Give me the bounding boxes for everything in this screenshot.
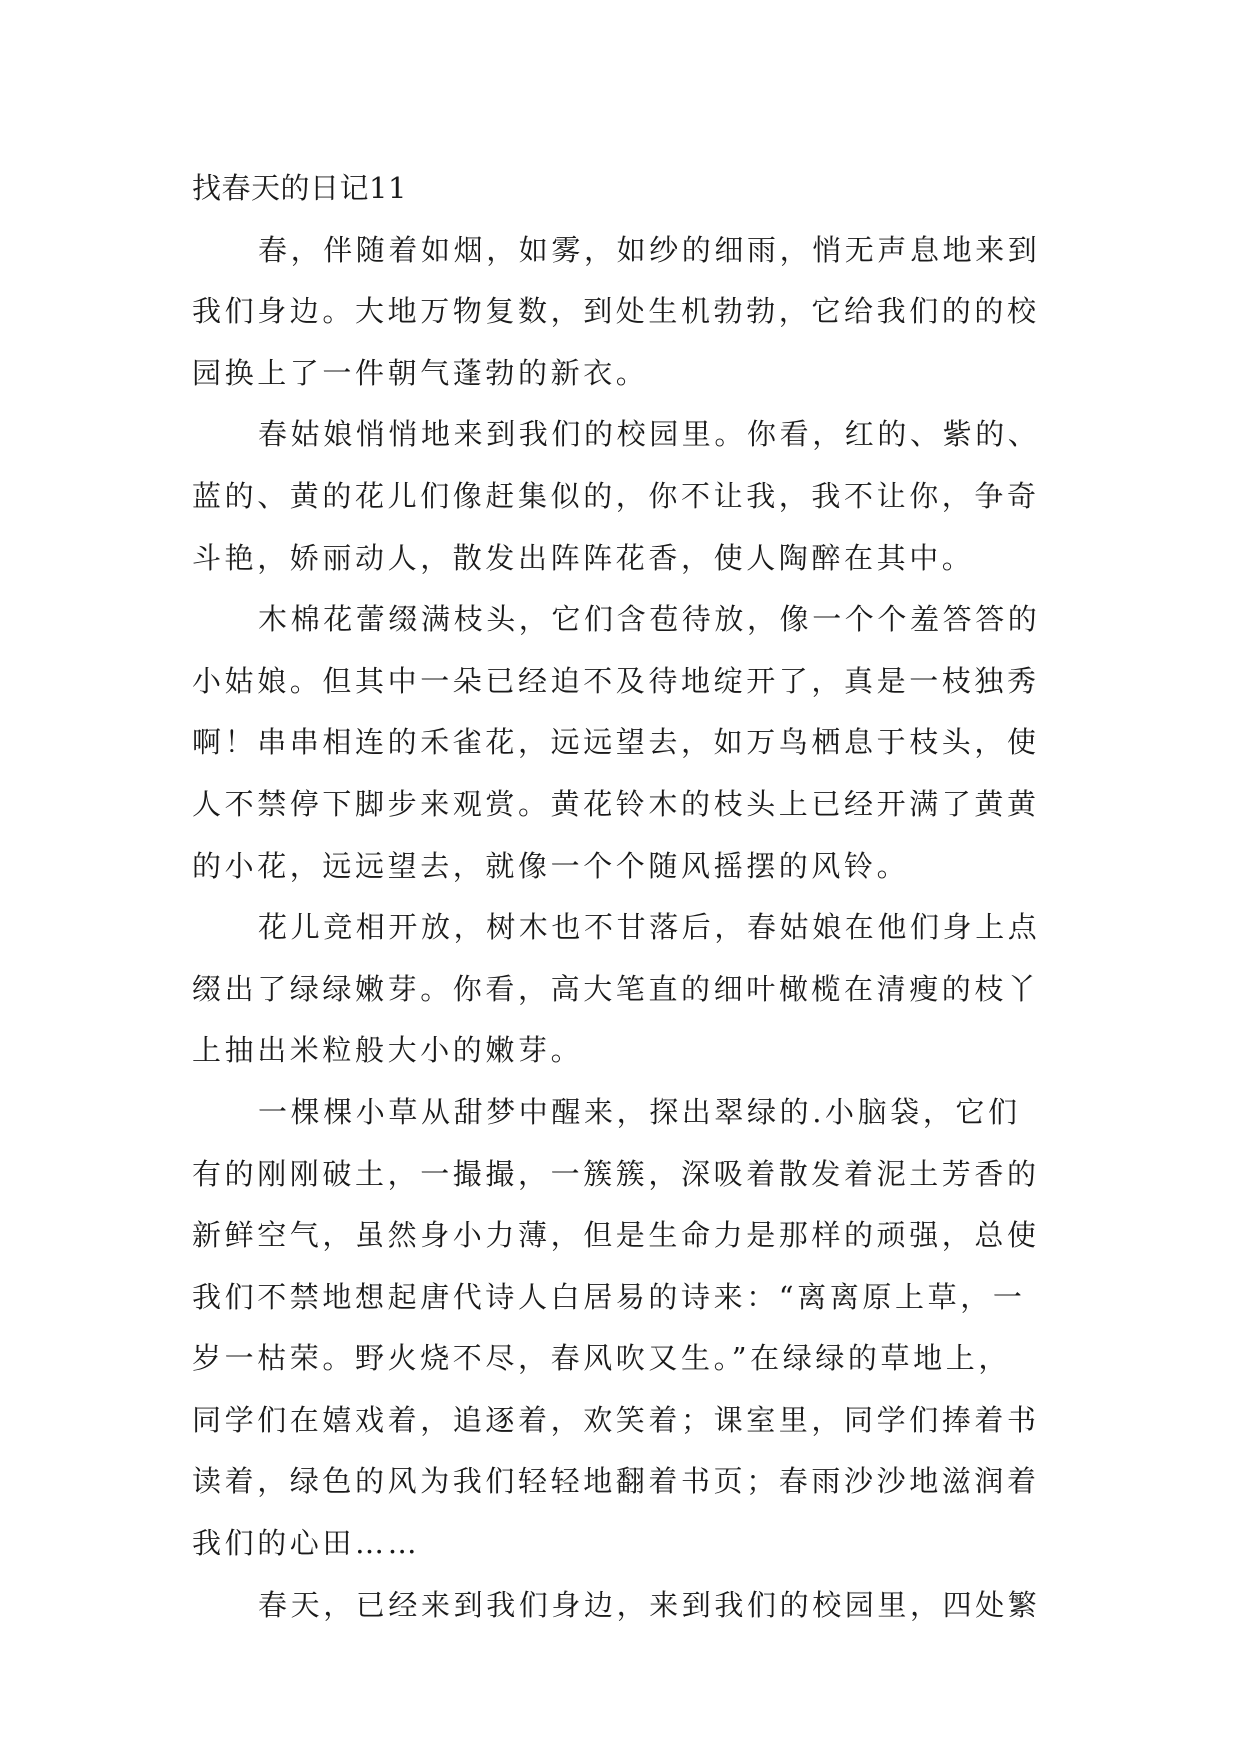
paragraph-line: 春，伴随着如烟，如雾，如纱的细雨，悄无声息地来到 [258, 232, 1041, 267]
document-title: 找春天的日记11 [192, 171, 407, 205]
paragraph-line: 人不禁停下脚步来观赏。黄花铃木的枝头上已经开满了黄黄 [192, 786, 1040, 821]
paragraph-line: 有的刚刚破土，一撮撮，一簇簇，深吸着散发着泥土芳香的 [192, 1156, 1040, 1191]
paragraph-line: 春姑娘悄悄地来到我们的校园里。你看，红的、紫的、 [258, 417, 1041, 452]
paragraph-line: 花儿竞相开放，树木也不甘落后，春姑娘在他们身上点 [258, 910, 1041, 945]
paragraph-line: 的小花，远远望去，就像一个个随风摇摆的风铃。 [192, 848, 910, 883]
paragraph-line: 读着，绿色的风为我们轻轻地翻着书页；春雨沙沙地滋润着 [192, 1464, 1040, 1499]
paragraph-line: 上抽出米粒般大小的嫩芽。 [192, 1033, 584, 1068]
paragraph-line: 小姑娘。但其中一朵已经迫不及待地绽开了，真是一枝独秀 [192, 663, 1040, 698]
paragraph-line: 春天，已经来到我们身边，来到我们的校园里，四处繁 [258, 1587, 1041, 1622]
paragraph-line: 蓝的、黄的花儿们像赶集似的，你不让我，我不让你，争奇 [192, 478, 1040, 513]
paragraph-5 [192, 1082, 1072, 1575]
paragraph-line: 新鲜空气，虽然身小力薄，但是生命力是那样的顽强，总使 [192, 1218, 1040, 1253]
paragraph-line: 园换上了一件朝气蓬勃的新衣。 [192, 355, 649, 390]
paragraph-line: 同学们在嬉戏着，追逐着，欢笑着；课室里，同学们捧着书 [192, 1402, 1040, 1437]
paragraph-line: 啊！串串相连的禾雀花，远远望去，如万鸟栖息于枝头，使 [192, 725, 1040, 760]
paragraph-6 [192, 1575, 1072, 1637]
paragraph-line: 缀出了绿绿嫩芽。你看，高大笔直的细叶橄榄在清瘦的枝丫 [192, 971, 1040, 1006]
paragraph-2 [192, 404, 1072, 589]
paragraph-4 [192, 897, 1072, 1082]
paragraph-1 [192, 220, 1072, 405]
document-body [192, 158, 1072, 1636]
paragraph-line: 我们的心田…… [192, 1526, 421, 1561]
paragraph-line: 我们不禁地想起唐代诗人白居易的诗来：“离离原上草，一 [192, 1279, 1026, 1314]
paragraph-line: 木棉花蕾缀满枝头，它们含苞待放，像一个个羞答答的 [258, 602, 1041, 637]
paragraph-line: 我们身边。大地万物复数，到处生机勃勃，它给我们的的校 [192, 294, 1040, 329]
paragraph-line: 一棵棵小草从甜梦中醒来，探出翠绿的.小脑袋，它们 [258, 1094, 1021, 1129]
paragraph-line: 岁一枯荣。野火烧不尽，春风吹又生。”在绿绿的草地上， [192, 1341, 1011, 1376]
paragraph-3 [192, 589, 1072, 897]
paragraph-line: 斗艳，娇丽动人，散发出阵阵花香，使人陶醉在其中。 [192, 540, 975, 575]
